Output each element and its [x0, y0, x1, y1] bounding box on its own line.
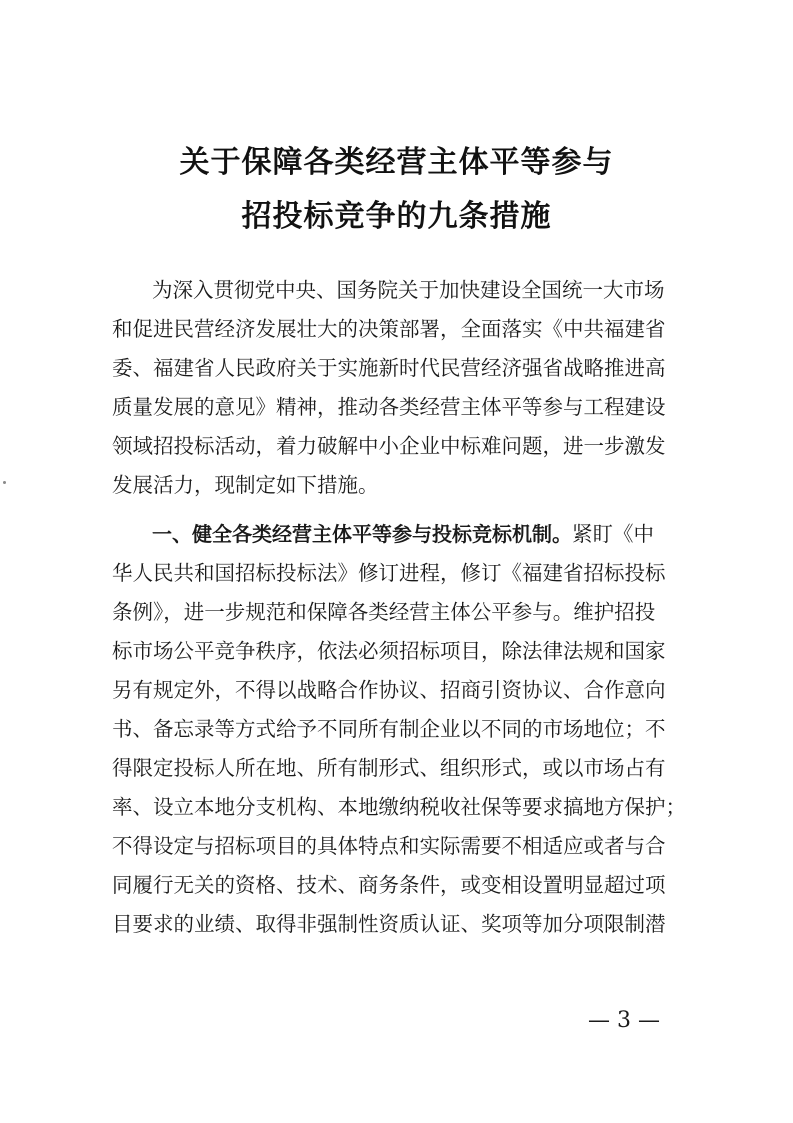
section-1-heading: 一、健全各类经营主体平等参与投标竞标机制。	[152, 522, 572, 546]
intro-line: 委、福建省人民政府关于实施新时代民营经济强省战略推进高	[112, 356, 666, 380]
document-title-line-2: 招投标竞争的九条措施	[241, 199, 552, 234]
intro-line: 和促进民营经济发展壮大的决策部署，全面落实《中共福建省	[112, 317, 666, 341]
section-1-line: 率、设立本地分支机构、本地缴纳税收社保等要求搞地方保护；	[112, 795, 686, 819]
section-1-line: 标市场公平竞争秩序，依法必须招标项目，除法律法规和国家	[112, 639, 666, 663]
scan-speck	[3, 481, 6, 484]
section-1-line: 华人民共和国招标投标法》修订进程，修订《福建省招标投标	[112, 561, 666, 585]
section-1-first-line	[152, 515, 793, 553]
section-1-line: 得限定投标人所在地、所有制形式、组织形式，或以市场占有	[112, 756, 666, 780]
document-title-line-1: 关于保障各类经营主体平等参与	[179, 145, 614, 180]
section-1-line: 不得设定与招标项目的具体特点和实际需要不相适应或者与合	[112, 834, 666, 858]
section-1-line: 另有规定外，不得以战略合作协议、招商引资协议、合作意向	[112, 678, 666, 702]
section-1-first-line-text: 紧盯《中	[572, 522, 654, 546]
section-1-line: 目要求的业绩、取得非强制性资质认证、奖项等加分项限制潜	[112, 912, 666, 936]
section-1-line: 同履行无关的资格、技术、商务条件，或变相设置明显超过项	[112, 873, 666, 897]
intro-line: 发展活力，现制定如下措施。	[112, 473, 379, 497]
page-number: — 3 —	[588, 1008, 660, 1033]
intro-line: 质量发展的意见》精神，推动各类经营主体平等参与工程建设	[112, 395, 666, 419]
intro-line: 领域招投标活动，着力破解中小企业中标难问题，进一步激发	[112, 434, 666, 458]
section-1-line: 条例》，进一步规范和保障各类经营主体公平参与。维护招投	[112, 600, 656, 624]
intro-line: 为深入贯彻党中央、国务院关于加快建设全国统一大市场	[152, 278, 665, 302]
section-1-line: 书、备忘录等方式给予不同所有制企业以不同的市场地位；不	[112, 717, 666, 741]
